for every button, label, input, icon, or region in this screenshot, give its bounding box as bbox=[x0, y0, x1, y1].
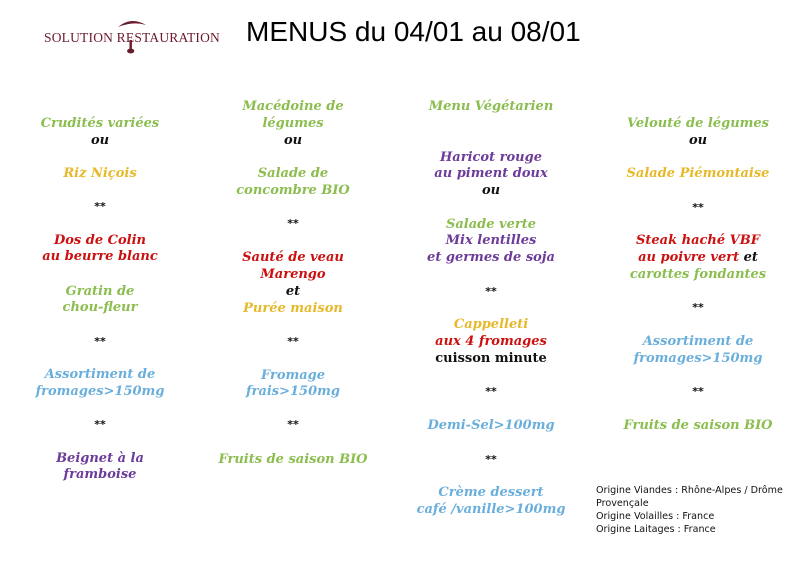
separator: ** bbox=[485, 385, 497, 398]
separator: ** bbox=[94, 418, 106, 431]
menu-line bbox=[608, 249, 788, 266]
menu-line: chou-fleur bbox=[62, 300, 138, 315]
brand-logo bbox=[44, 18, 219, 58]
menu-line: aux 4 fromages bbox=[435, 334, 547, 349]
menu-line: au piment doux bbox=[434, 166, 548, 181]
page-title: MENUS du 04/01 au 08/01 bbox=[246, 16, 581, 47]
menu-line: concombre BIO bbox=[236, 183, 350, 198]
menu-line: Marengo bbox=[260, 267, 326, 282]
menu-line: ou bbox=[90, 133, 110, 148]
separator: ** bbox=[485, 285, 497, 298]
menu-line: Crudités variées bbox=[40, 116, 160, 131]
menu-line: Assortiment de bbox=[44, 367, 156, 382]
menu-line: Salade de bbox=[257, 166, 329, 181]
menu-line: ou bbox=[481, 183, 501, 198]
menu-line: framboise bbox=[63, 467, 137, 482]
menu-line: Macédoine de bbox=[242, 99, 344, 114]
menu-line: carottes fondantes bbox=[629, 267, 767, 282]
menu-line: Beignet à la bbox=[56, 451, 144, 466]
menu-line: fromages>150mg bbox=[633, 351, 763, 366]
menu-line: Sauté de veau bbox=[242, 250, 344, 265]
separator: ** bbox=[287, 418, 299, 431]
menu-line: au beurre blanc bbox=[42, 249, 158, 264]
menu-line: Mix lentilles bbox=[445, 233, 537, 248]
menu-line: légumes bbox=[262, 116, 324, 131]
menu-line: Demi-Sel>100mg bbox=[427, 418, 555, 433]
origin-volailles: Origine Volailles : France bbox=[596, 511, 715, 522]
logo-text: SOLUTION RESTAURATION bbox=[44, 30, 220, 45]
menu-line: et germes de soja bbox=[427, 250, 555, 265]
menu-line: Cappelleti bbox=[453, 317, 529, 332]
origin-laitages: Origine Laitages : France bbox=[596, 524, 716, 535]
separator: ** bbox=[692, 385, 704, 398]
menu-line: cuisson minute bbox=[435, 351, 547, 366]
menu-line: ou bbox=[688, 133, 708, 148]
separator: ** bbox=[94, 200, 106, 213]
menu-line: Salade verte bbox=[445, 217, 536, 232]
menu-line: Velouté de légumes bbox=[626, 116, 769, 131]
menu-line: fromages>150mg bbox=[35, 384, 165, 399]
menu-line-part: et bbox=[739, 250, 758, 265]
separator: ** bbox=[692, 201, 704, 214]
menu-line: Fruits de saison BIO bbox=[218, 452, 368, 467]
menu-line: ou bbox=[283, 133, 303, 148]
origin-viandes: Origine Viandes : Rhône-Alpes / Drôme Provençale bbox=[596, 485, 783, 509]
separator: ** bbox=[94, 335, 106, 348]
menu-line: Crème dessert bbox=[438, 485, 544, 500]
separator: ** bbox=[287, 335, 299, 348]
menu-line: café /vanille>100mg bbox=[416, 502, 566, 517]
menu-line: Gratin de bbox=[65, 284, 135, 299]
origins-note bbox=[596, 484, 792, 536]
menu-line: Fromage bbox=[260, 368, 326, 383]
menu-line: frais>150mg bbox=[246, 384, 340, 399]
menu-line: et bbox=[285, 284, 301, 299]
menu-line: Dos de Colin bbox=[53, 233, 147, 248]
menu-line: Salade Piémontaise bbox=[626, 166, 770, 181]
menu-line: Fruits de saison BIO bbox=[623, 418, 773, 433]
menu-line: Purée maison bbox=[243, 301, 343, 316]
menu-line: Riz Niçois bbox=[63, 166, 137, 181]
separator: ** bbox=[287, 217, 299, 230]
menu-line: Steak haché VBF bbox=[636, 233, 760, 248]
menu-line: Assortiment de bbox=[642, 334, 754, 349]
menu-line: Haricot rouge bbox=[440, 150, 542, 165]
menu-line-part: au poivre vert bbox=[638, 250, 740, 265]
separator: ** bbox=[692, 301, 704, 314]
menu-line: Menu Végétarien bbox=[428, 99, 554, 114]
separator: ** bbox=[485, 453, 497, 466]
